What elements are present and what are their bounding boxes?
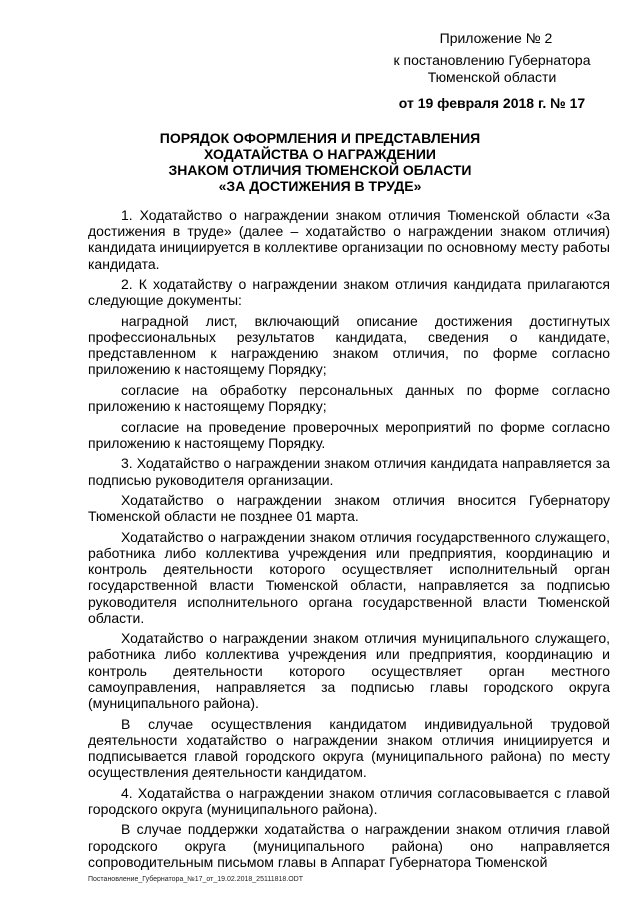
annex-to-line-2: Тюменской области (427, 69, 557, 85)
paragraph: 3. Ходатайство о награждении знаком отличия кандидата направляется за подписью руководителя организации. (88, 455, 610, 488)
annex-date-number: от 19 февраля 2018 г. № 17 (398, 95, 586, 111)
document-title-line-2: ХОДАТАЙСТВА О НАГРАЖДЕНИИ (204, 146, 436, 162)
paragraph: 2. К ходатайству о награждении знаком отличия кандидата прилагаются следующие документы: (88, 276, 610, 309)
paragraph: В случае поддержки ходатайства о награждении знаком отличия главой городского округа (муниципального района) оно направляется сопроводительным письмом главы в Аппарат Губернатора Тюменской (88, 821, 610, 870)
file-footer: Постановление_Губернатора_№17_от_19.02.2018_25111818.ODT (88, 876, 304, 883)
annex-title: Приложение № 2 (439, 30, 553, 46)
annex-to-line-1: к постановлению Губернатора (393, 52, 591, 68)
document-title-line-3: ЗНАКОМ ОТЛИЧИЯ ТЮМЕНСКОЙ ОБЛАСТИ (168, 162, 472, 178)
document-title-line-1: ПОРЯДОК ОФОРМЛЕНИЯ И ПРЕДСТАВЛЕНИЯ (159, 130, 481, 146)
document-title-line-4: «ЗА ДОСТИЖЕНИЯ В ТРУДЕ» (218, 178, 422, 194)
document-title (110, 130, 530, 194)
paragraph: Ходатайство о награждении знаком отличия государственного служащего, работника либо коллектива учреждения или предприятия, координацию и контроль деятельности которого осуществляет исполнительный орган государственной власти Тюменской области, направляется за подписью руководителя исполнительного органа государственной власти Тюменской области. (88, 528, 610, 626)
annex-header (372, 30, 612, 112)
paragraph: Ходатайство о награждении знаком отличия муниципального служащего, работника либо коллектива учреждения или предприятия, координацию и контроль деятельности которого осуществляет орган местного самоуправления, направляется за подписью главы городского округа (муниципального района). (88, 630, 610, 712)
paragraph: согласие на обработку персональных данных по форме согласно приложению к настоящему Порядку; (88, 381, 610, 415)
paragraph: Ходатайство о награждении знаком отличия вносится Губернатору Тюменской области не позднее 01 марта. (88, 492, 610, 525)
paragraph: 4. Ходатайства о награждении знаком отличия согласовывается с главой городского округа (муниципального района). (88, 784, 610, 817)
paragraph: 1. Ходатайство о награждении знаком отличия Тюменской области «За достижения в труде» (далее – ходатайство о награждении знаком отличия) кандидата инициируется в коллективе организации по основному месту работы кандидата. (88, 207, 610, 272)
paragraph: согласие на проведение проверочных мероприятий по форме согласно приложению к настоящему Порядку. (88, 418, 610, 451)
paragraph: наградной лист, включающий описание достижения достигнутых профессиональных результатов кандидата, сведения о кандидате, представленном к награждению знаком отличия, по форме согласно приложению к настоящему Порядку; (88, 312, 610, 378)
paragraph: В случае осуществления кандидатом индивидуальной трудовой деятельности ходатайство о награждении знаком отличия инициируется и подписывается главой городского округа (муниципального района) по месту осуществления деятельности кандидатом. (88, 715, 610, 781)
document-body (88, 207, 610, 874)
